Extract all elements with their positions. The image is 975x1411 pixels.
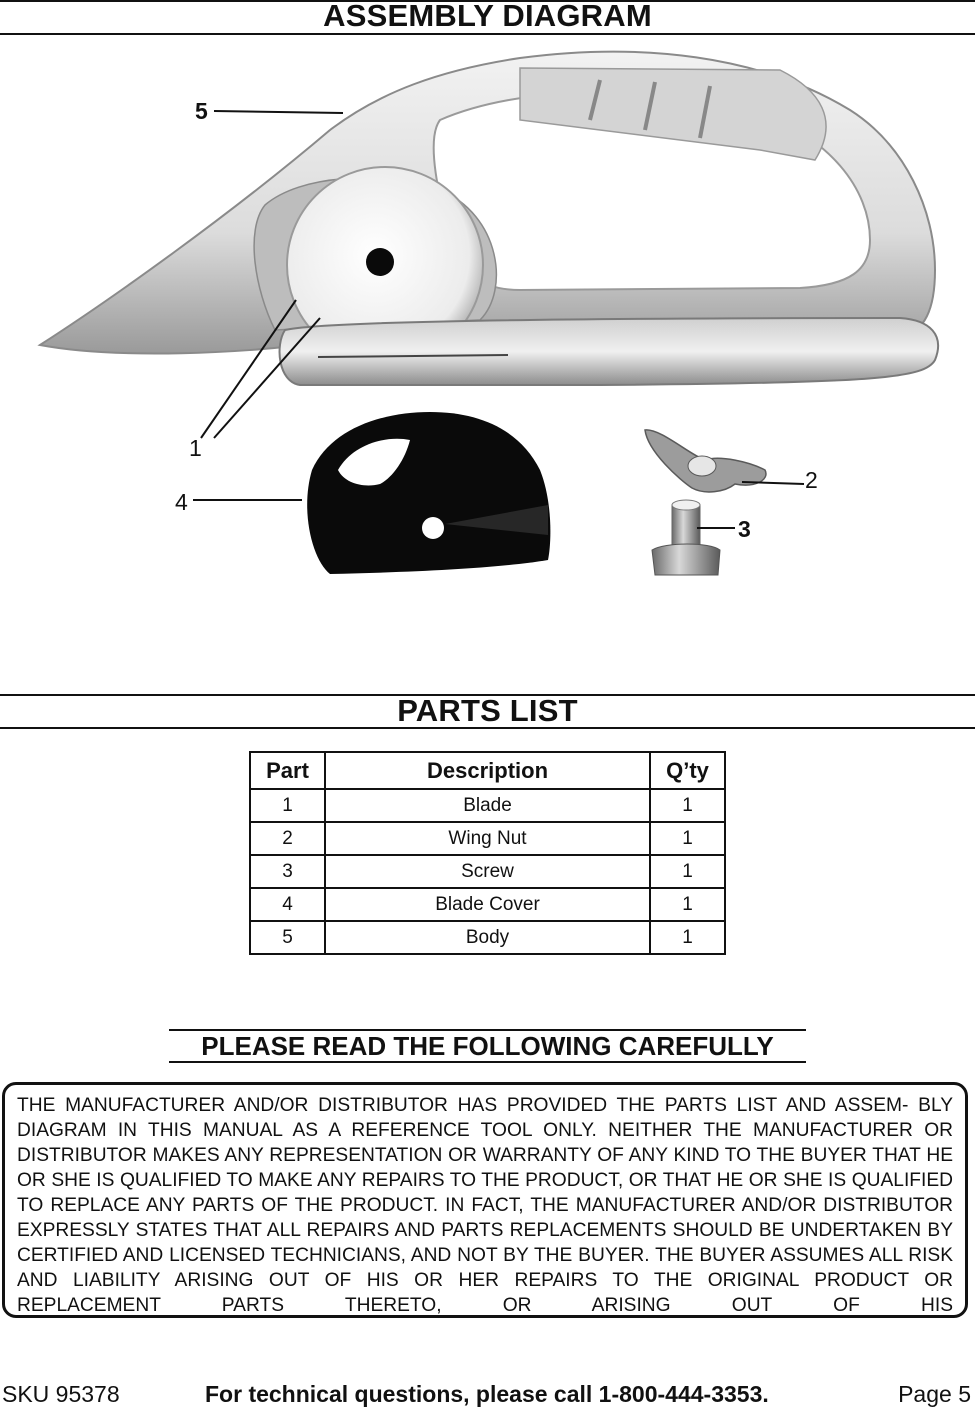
table-header-row xyxy=(250,752,725,789)
table-row xyxy=(250,855,725,888)
part-number: 1 xyxy=(250,789,325,822)
part-qty: 1 xyxy=(650,888,725,921)
assembly-diagram-title: ASSEMBLY DIAGRAM xyxy=(323,0,652,33)
technical-questions-line: For technical questions, please call 1-800-444-3353. xyxy=(205,1381,769,1407)
part-qty: 1 xyxy=(650,855,725,888)
parts-table xyxy=(249,751,726,955)
parts-list-title-underline xyxy=(0,727,975,729)
notice-title: PLEASE READ THE FOLLOWING CAREFULLY xyxy=(169,1029,806,1063)
part-qty: 1 xyxy=(650,921,725,954)
part-description: Blade Cover xyxy=(325,888,650,921)
assembly-title-underline xyxy=(0,33,975,35)
parts-list-title: PARTS LIST xyxy=(397,693,578,728)
table-row xyxy=(250,822,725,855)
part-description: Body xyxy=(325,921,650,954)
sku-number: SKU 95378 xyxy=(2,1381,120,1407)
table-row xyxy=(250,789,725,822)
table-row xyxy=(250,921,725,954)
part-description: Screw xyxy=(325,855,650,888)
notice-body: THE MANUFACTURER AND/OR DISTRIBUTOR HAS PROVIDED THE PARTS LIST AND ASSEM- BLY DIAGRAM IN THIS MANUAL AS A REFERENCE TOOL ONLY. NEITHER THE MANUFACTURER OR DISTRIBUTOR MAKES ANY REPRESENTATION OR WARRANTY OF ANY KIND TO THE BUYER THAT HE OR SHE IS QUALIFIED TO MAKE ANY REPAIRS TO THE PRODUCT, OR THAT HE OR SHE IS QUALIFIED TO REPLACE ANY PARTS OF THE PRODUCT. IN FACT, THE MANUFACTURER AND/OR DISTRIBUTOR EXPRESSLY STATES THAT ALL REPAIRS AND PARTS REPLACEMENTS SHOULD BE UNDERTAKEN BY CERTIFIED AND LICENSED TECHNICIANS, AND NOT BY THE BUYER. THE BUYER ASSUMES ALL RISK AND LIABILITY ARISING OUT OF HIS OR HER REPAIRS TO THE ORIGINAL PRODUCT OR REPLACEMENT PARTS THERETO, OR ARISING OUT OF HIS xyxy=(17,1095,953,1316)
table-row xyxy=(250,888,725,921)
header-description: Description xyxy=(325,752,650,789)
part-description: Blade xyxy=(325,789,650,822)
notice-box xyxy=(2,1082,968,1318)
callout-1: 1 xyxy=(189,435,202,461)
callout-4: 4 xyxy=(175,489,188,515)
blade-cover-illustration xyxy=(307,412,550,574)
part-number: 3 xyxy=(250,855,325,888)
part-description: Wing Nut xyxy=(325,822,650,855)
assembly-diagram xyxy=(0,40,975,600)
cutter-body-illustration xyxy=(40,52,938,385)
page-footer xyxy=(0,1381,975,1409)
header-qty: Q’ty xyxy=(650,752,725,789)
part-qty: 1 xyxy=(650,789,725,822)
screw-illustration xyxy=(652,500,720,575)
callout-2: 2 xyxy=(805,467,818,493)
part-number: 2 xyxy=(250,822,325,855)
part-qty: 1 xyxy=(650,822,725,855)
header-part: Part xyxy=(250,752,325,789)
part-number: 4 xyxy=(250,888,325,921)
callout-3: 3 xyxy=(738,516,751,542)
page-number: Page 5 xyxy=(898,1381,971,1407)
part-number: 5 xyxy=(250,921,325,954)
callout-5: 5 xyxy=(195,98,208,124)
